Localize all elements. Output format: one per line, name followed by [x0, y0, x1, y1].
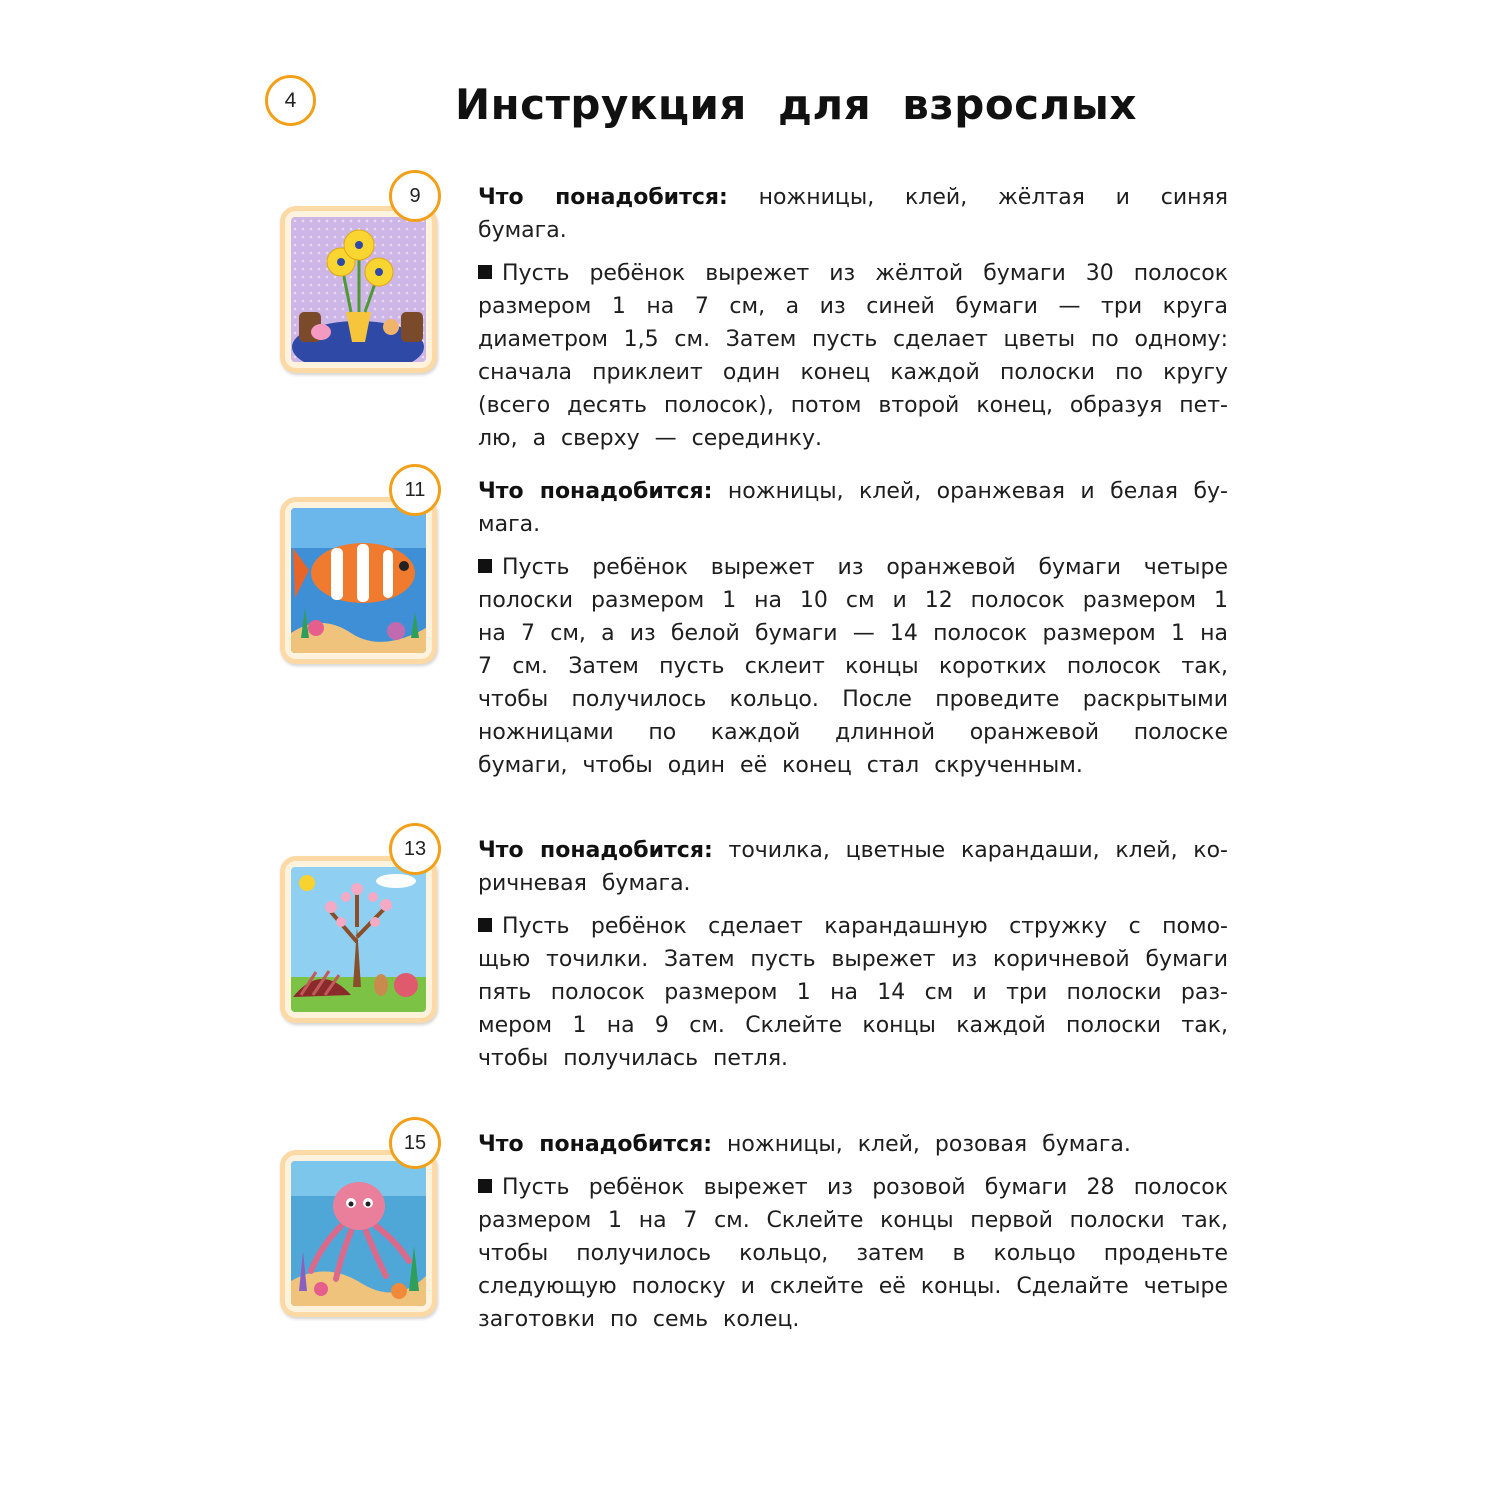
bullet-square-icon — [478, 1179, 492, 1193]
clownfish-icon — [291, 508, 426, 653]
instruction-block — [478, 834, 1228, 1075]
materials-text: точилка, цветные карандаши, клей, коричневая бумага. — [478, 838, 1228, 896]
instructions-text: Пусть ребёнок вырежет из розовой бумаги 28 полосок размером 1 на 7 см. Склейте концы первой полоски так, чтобы получилось кольцо, затем в кольцо проденьте следующую полоску и склейте её концы. Сделайте четыре заготовки по семь колец. — [478, 1175, 1228, 1332]
craft-image — [280, 497, 437, 664]
page-title: Инструкция для взрослых — [455, 80, 1137, 129]
page-ref-badge: 13 — [389, 823, 441, 875]
page-ref-badge: 9 — [389, 170, 441, 222]
materials-label: Что понадобится: — [478, 185, 728, 210]
tree-hedgehog-icon — [291, 867, 426, 1012]
materials-label: Что понадобится: — [478, 838, 713, 863]
materials-label: Что понадобится: — [478, 479, 713, 504]
page-ref-badge: 15 — [389, 1117, 441, 1169]
craft-image — [280, 206, 437, 373]
instruction-block — [478, 475, 1228, 782]
craft-image — [280, 856, 437, 1023]
page-number: 4 — [265, 75, 316, 126]
flowers-in-vase-icon — [291, 217, 426, 362]
instruction-block — [478, 181, 1228, 455]
materials-label: Что понадобится: — [478, 1132, 713, 1157]
instructions-text: Пусть ребёнок вырежет из оранжевой бумаги четыре полоски размером 1 на 10 см и 12 полосок размером 1 на 7 см, а из белой бумаги — 14 полосок размером 1 на 7 см. Затем пусть склеит концы коротких полосок так, чтобы получилось кольцо. После проведите раскрытыми ножницами по каждой длинной оранжевой полоске бумаги, чтобы один её конец стал скрученным. — [478, 555, 1228, 778]
instructions-text: Пусть ребёнок сделает карандашную стружку с помощью точилки. Затем пусть вырежет из коричневой бумаги пять полосок размером 1 на 14 см и три полоски размером 1 на 9 см. Склейте концы каждой полоски так, чтобы получилась петля. — [478, 914, 1228, 1071]
instructions-text: Пусть ребёнок вырежет из жёлтой бумаги 30 полосок размером 1 на 7 см, а из синей бумаги — три круга диаметром 1,5 см. Затем пусть сделает цветы по одному: сначала приклеит один конец каждой полоски по кругу (всего десять полосок), потом второй конец, образуя петлю, а сверху — серединку. — [478, 261, 1228, 451]
page-ref-badge: 11 — [389, 464, 441, 516]
bullet-square-icon — [478, 265, 492, 279]
bullet-square-icon — [478, 918, 492, 932]
craft-image — [280, 1150, 437, 1317]
octopus-icon — [291, 1161, 426, 1306]
materials-text: ножницы, клей, розовая бумага. — [727, 1132, 1131, 1157]
bullet-square-icon — [478, 559, 492, 573]
materials-text: ножницы, клей, оранжевая и белая бумага. — [478, 479, 1228, 537]
materials-text: ножницы, клей, жёлтая и синяя бумага. — [478, 185, 1228, 243]
instruction-block — [478, 1128, 1228, 1336]
